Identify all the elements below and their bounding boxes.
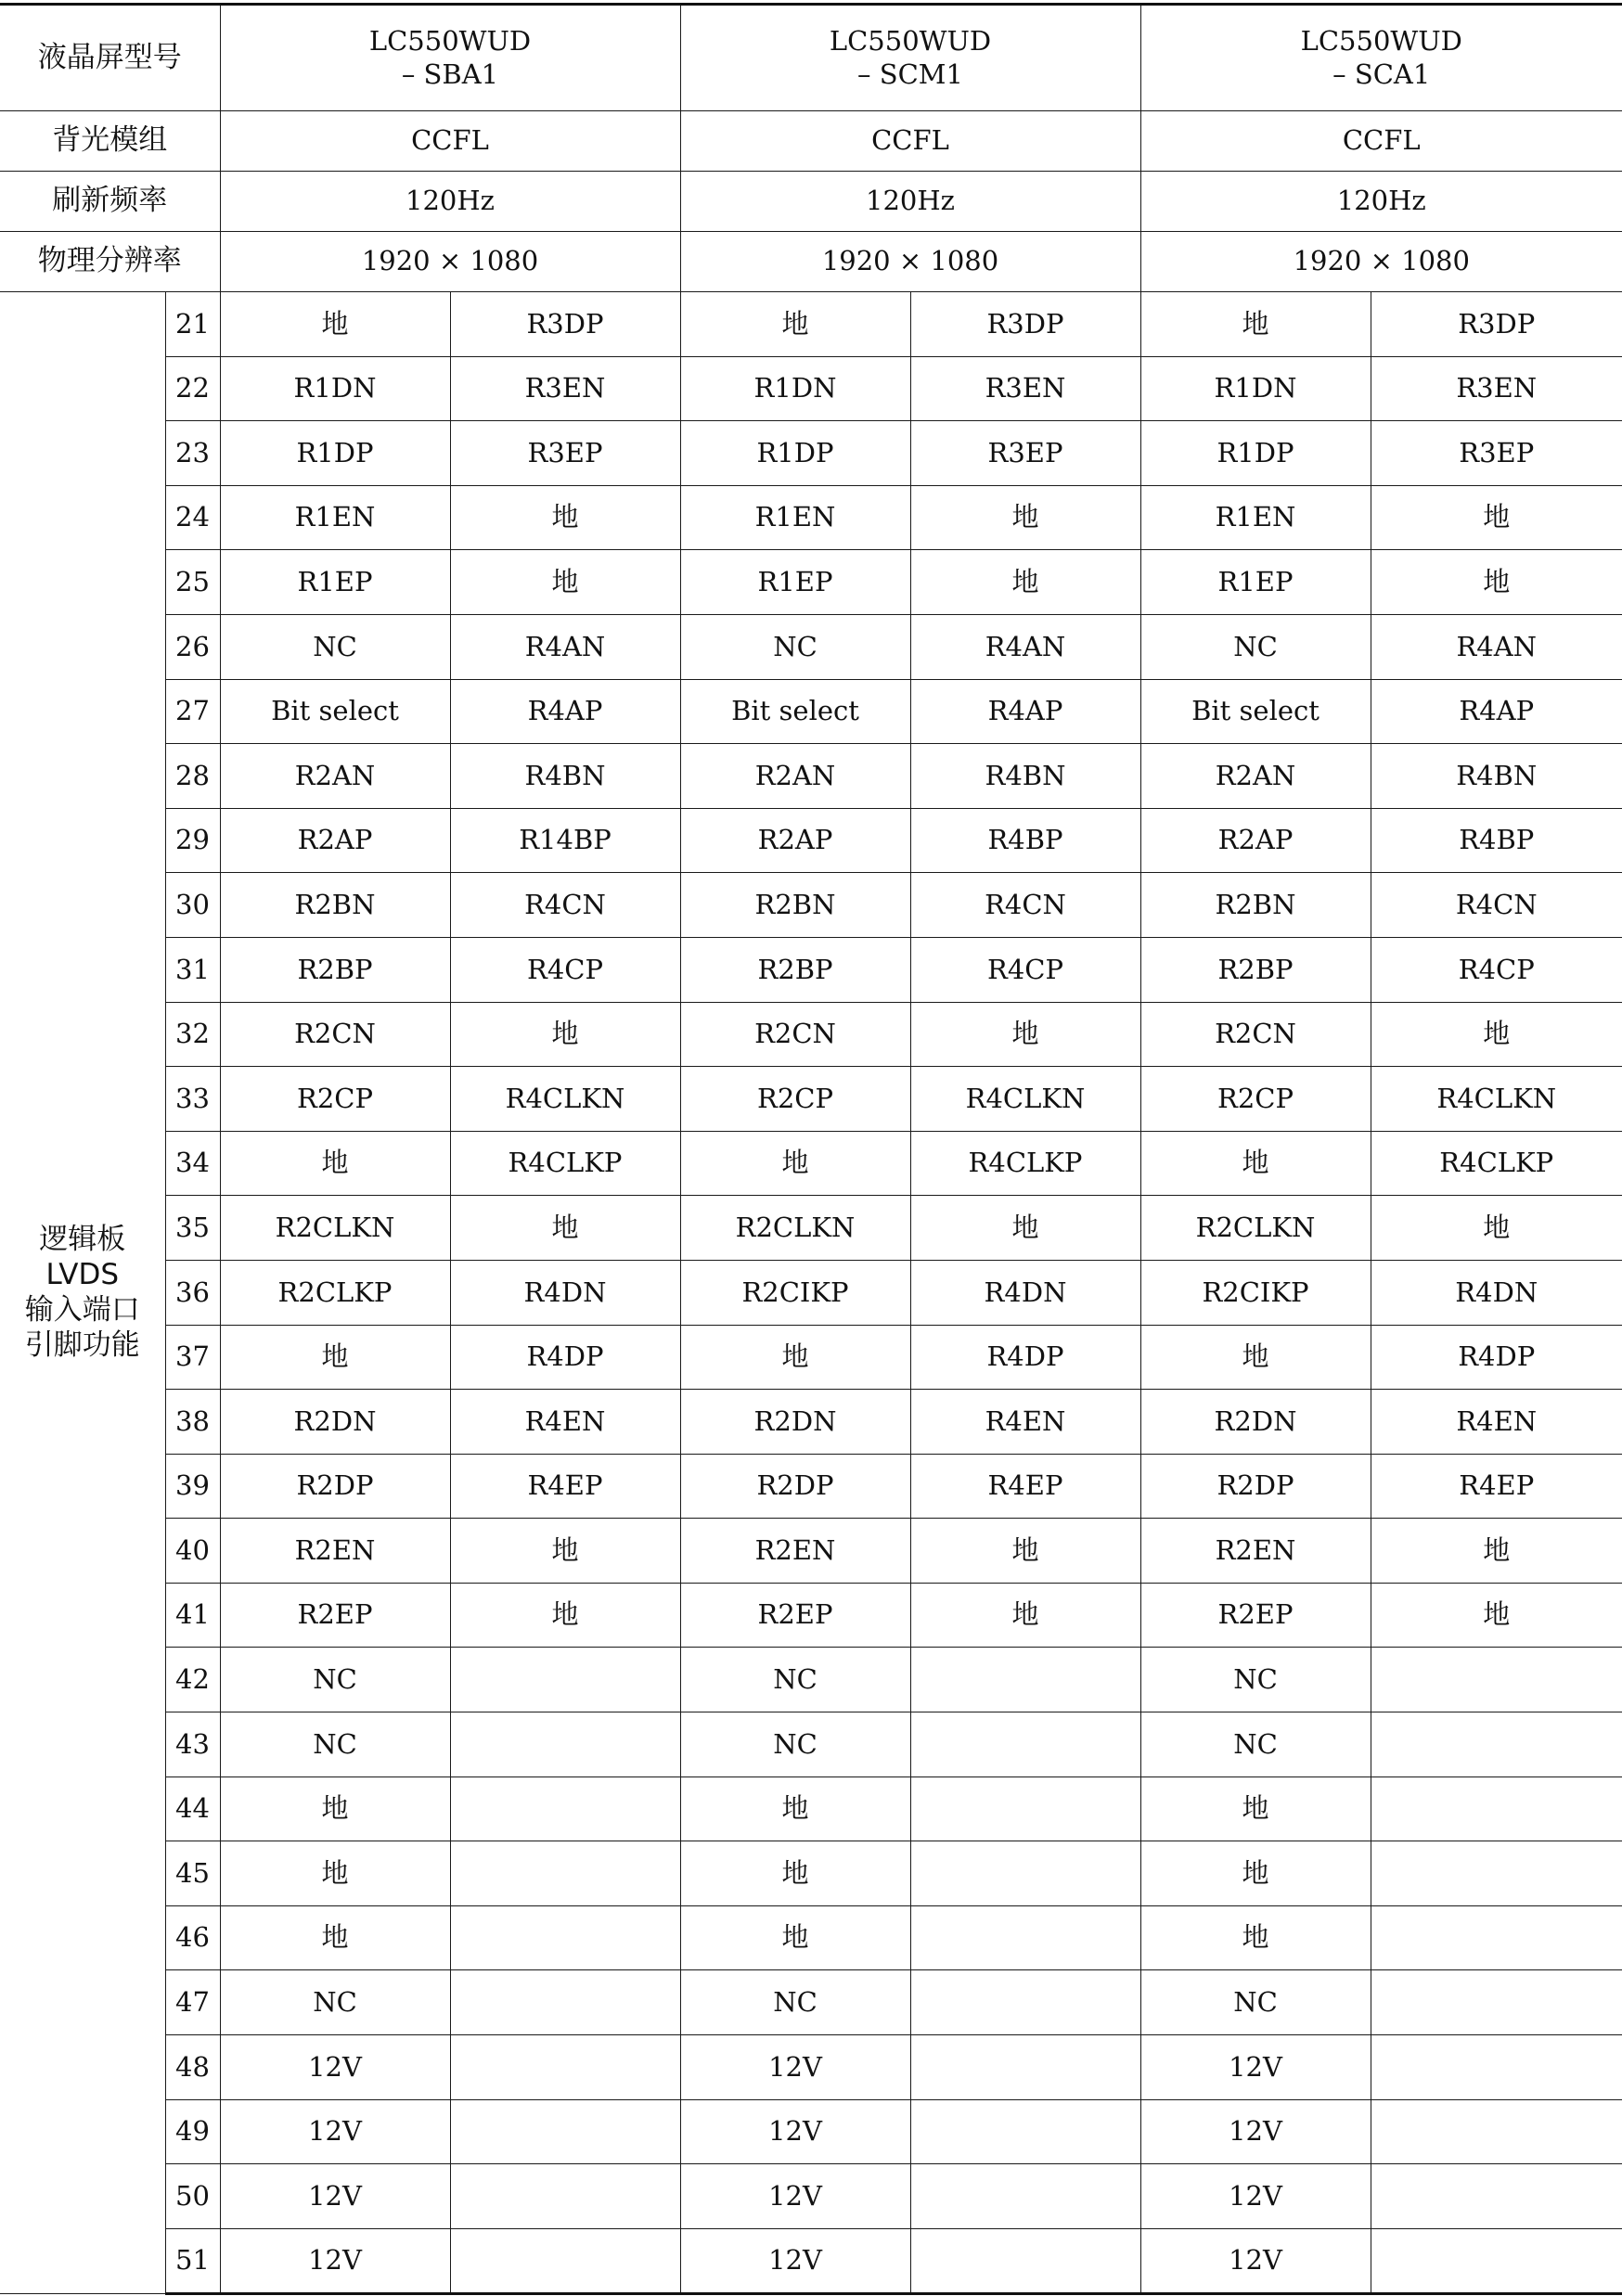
pin-function-cell: R2CLKN [1140, 1196, 1371, 1261]
pin-function-cell: R2BP [1140, 937, 1371, 1002]
model-header-sba1 [220, 5, 680, 111]
pin-number: 27 [165, 679, 220, 744]
pin-function-cell: 12V [220, 2099, 450, 2164]
table-row [0, 485, 1622, 550]
pin-function-cell [910, 2035, 1140, 2100]
pin-function-cell: R2CLKN [680, 1196, 910, 1261]
pin-function-cell: R1DN [680, 356, 910, 421]
table-row [0, 1454, 1622, 1519]
pin-function-cell [1371, 1777, 1622, 1841]
pin-function-cell: R2BP [680, 937, 910, 1002]
pin-function-cell: R4AP [1371, 679, 1622, 744]
pin-function-cell: 12V [1140, 2099, 1371, 2164]
pin-function-cell: 12V [1140, 2035, 1371, 2100]
pin-number: 26 [165, 614, 220, 679]
pin-function-cell [1371, 1970, 1622, 2035]
table-row [0, 1712, 1622, 1777]
pin-number: 49 [165, 2099, 220, 2164]
info-value: 1920 × 1080 [220, 232, 680, 292]
pin-function-cell: NC [1140, 614, 1371, 679]
pin-function-cell: R2AP [1140, 808, 1371, 873]
pin-function-cell: NC [680, 1648, 910, 1712]
pin-function-cell: R4CLKP [1371, 1131, 1622, 1196]
pin-function-cell: R14BP [450, 808, 680, 873]
pin-function-cell: NC [680, 1970, 910, 2035]
pin-function-cell [450, 2228, 680, 2294]
pin-number: 38 [165, 1390, 220, 1455]
info-value: 120Hz [220, 172, 680, 232]
model-label: 液晶屏型号 [0, 5, 220, 111]
pin-function-cell [1371, 1648, 1622, 1712]
table-row [0, 550, 1622, 615]
pin-function-cell: 地 [220, 1131, 450, 1196]
pin-function-cell: 地 [680, 1841, 910, 1906]
table-row [0, 2164, 1622, 2229]
pin-function-cell: R1EN [1140, 485, 1371, 550]
pin-function-cell [910, 1841, 1140, 1906]
pin-function-cell [1371, 1841, 1622, 1906]
table-row [0, 356, 1622, 421]
pin-number: 45 [165, 1841, 220, 1906]
table-row [0, 1260, 1622, 1325]
pin-function-cell: 12V [1140, 2164, 1371, 2229]
pin-function-cell: R2EP [1140, 1583, 1371, 1648]
pin-number: 41 [165, 1583, 220, 1648]
table-row [0, 2099, 1622, 2164]
pin-function-cell: R4EP [1371, 1454, 1622, 1519]
pin-function-cell: R2DP [1140, 1454, 1371, 1519]
pin-function-cell: R4AP [910, 679, 1140, 744]
pin-function-cell: NC [220, 614, 450, 679]
pin-number: 44 [165, 1777, 220, 1841]
pin-function-cell: 地 [450, 1519, 680, 1584]
pin-function-cell: 地 [220, 1841, 450, 1906]
pin-function-cell [450, 2099, 680, 2164]
model-suffix: – SCM1 [857, 58, 963, 90]
pin-function-cell: R2AP [680, 808, 910, 873]
pin-function-cell: 地 [220, 1905, 450, 1970]
pin-number: 37 [165, 1325, 220, 1390]
pin-function-cell: R2CN [680, 1002, 910, 1067]
pin-function-cell [910, 1648, 1140, 1712]
pin-function-cell: 地 [910, 1583, 1140, 1648]
pin-function-cell: R3DP [910, 292, 1140, 357]
pin-number: 30 [165, 873, 220, 938]
pin-function-cell [910, 2228, 1140, 2294]
pin-function-cell: R4DN [450, 1260, 680, 1325]
table-row [0, 1002, 1622, 1067]
model-name: LC550WUD [829, 25, 992, 58]
pin-number: 22 [165, 356, 220, 421]
pin-function-cell: 地 [1140, 1905, 1371, 1970]
table-row [0, 2035, 1622, 2100]
table-row [0, 421, 1622, 486]
info-value: CCFL [1140, 111, 1622, 172]
table-row [0, 2228, 1622, 2294]
pin-function-cell: 地 [450, 485, 680, 550]
pin-function-cell: 地 [1371, 1519, 1622, 1584]
model-name: LC550WUD [1300, 25, 1462, 58]
group-label-line: 引脚功能 [24, 1328, 140, 1362]
pin-function-cell: Bit select [1140, 679, 1371, 744]
table-row [0, 1325, 1622, 1390]
pin-function-cell: 地 [450, 550, 680, 615]
pin-function-cell: R4CP [450, 937, 680, 1002]
table-row [0, 937, 1622, 1002]
pin-function-cell: R2DN [1140, 1390, 1371, 1455]
pin-function-cell: R2CIKP [680, 1260, 910, 1325]
table-row [0, 679, 1622, 744]
pin-function-cell: 地 [450, 1196, 680, 1261]
pin-function-cell: R2BP [220, 937, 450, 1002]
pin-function-cell: 12V [680, 2099, 910, 2164]
pin-function-cell: R4DN [1371, 1260, 1622, 1325]
pin-function-cell: 12V [1140, 2228, 1371, 2294]
table-row [0, 1777, 1622, 1841]
pin-function-cell [1371, 1712, 1622, 1777]
pin-function-cell: R2EN [680, 1519, 910, 1584]
pin-function-cell: R3EP [910, 421, 1140, 486]
pin-function-cell: 地 [1371, 1002, 1622, 1067]
info-value: 120Hz [1140, 172, 1622, 232]
resolution-row [0, 232, 1622, 292]
table-row [0, 1905, 1622, 1970]
pin-function-cell: R3EN [450, 356, 680, 421]
group-label-line: LVDS [45, 1257, 120, 1291]
pin-function-cell: Bit select [680, 679, 910, 744]
pin-function-cell [450, 2035, 680, 2100]
pin-function-cell [910, 1970, 1140, 2035]
pin-function-cell: R4EP [910, 1454, 1140, 1519]
pin-function-cell: R4CLKN [1371, 1067, 1622, 1132]
pin-number: 31 [165, 937, 220, 1002]
group-label-line: 输入端口 [24, 1292, 140, 1327]
pin-function-cell: R3EN [910, 356, 1140, 421]
pin-function-cell: 地 [220, 1777, 450, 1841]
pin-number: 23 [165, 421, 220, 486]
pin-function-cell: R4CN [450, 873, 680, 938]
pin-function-cell: R2CLKN [220, 1196, 450, 1261]
refresh-rate-row [0, 172, 1622, 232]
pin-function-cell: R4EN [910, 1390, 1140, 1455]
pin-function-cell: R1DN [220, 356, 450, 421]
model-row [0, 5, 1622, 111]
pin-number: 36 [165, 1260, 220, 1325]
pin-function-cell: R4CLKN [910, 1067, 1140, 1132]
table-row [0, 873, 1622, 938]
pin-function-cell: R1DN [1140, 356, 1371, 421]
info-value: CCFL [220, 111, 680, 172]
pin-function-cell [910, 1712, 1140, 1777]
backlight-row [0, 111, 1622, 172]
table-row [0, 292, 1622, 357]
lcd-spec-table [0, 3, 1622, 2295]
pin-function-cell: R1EP [220, 550, 450, 615]
pin-function-cell: R1DP [1140, 421, 1371, 486]
pin-function-cell: 地 [680, 1131, 910, 1196]
pin-function-cell: NC [220, 1970, 450, 2035]
pin-function-cell: 地 [680, 292, 910, 357]
pin-function-cell: R4DN [910, 1260, 1140, 1325]
pin-function-cell: R2DN [220, 1390, 450, 1455]
pin-function-cell: R1EP [1140, 550, 1371, 615]
pin-function-cell: R2CP [1140, 1067, 1371, 1132]
pin-function-cell: 12V [220, 2164, 450, 2229]
table-row [0, 744, 1622, 809]
pin-number: 21 [165, 292, 220, 357]
pin-function-cell: 地 [680, 1905, 910, 1970]
pin-function-cell: 12V [680, 2228, 910, 2294]
pin-function-cell: R2EN [1140, 1519, 1371, 1584]
pin-function-cell: R2AN [220, 744, 450, 809]
pin-function-cell: R4DP [450, 1325, 680, 1390]
info-label: 物理分辨率 [0, 232, 220, 292]
pin-function-cell: 地 [1371, 1196, 1622, 1261]
pin-function-cell: R2DP [220, 1454, 450, 1519]
pin-function-cell: NC [1140, 1970, 1371, 2035]
model-suffix: – SCA1 [1332, 58, 1431, 90]
pin-function-cell: 地 [680, 1777, 910, 1841]
pin-function-cell: NC [680, 614, 910, 679]
pin-number: 35 [165, 1196, 220, 1261]
pin-function-cell: R2CN [220, 1002, 450, 1067]
pin-function-cell: R4BP [910, 808, 1140, 873]
pin-function-cell: 地 [910, 1002, 1140, 1067]
pin-function-cell: R4AN [450, 614, 680, 679]
pin-number: 43 [165, 1712, 220, 1777]
table-row [0, 1583, 1622, 1648]
pin-function-cell [910, 1777, 1140, 1841]
info-value: 1920 × 1080 [1140, 232, 1622, 292]
pin-number: 28 [165, 744, 220, 809]
pin-function-cell [450, 1841, 680, 1906]
pin-function-cell [450, 1970, 680, 2035]
group-label-line: 逻辑板 [39, 1223, 126, 1257]
pin-number: 33 [165, 1067, 220, 1132]
model-header-scm1 [680, 5, 1140, 111]
pin-function-cell [1371, 2035, 1622, 2100]
pin-number: 32 [165, 1002, 220, 1067]
info-value: 1920 × 1080 [680, 232, 1140, 292]
pin-function-cell: 12V [680, 2164, 910, 2229]
table-row [0, 1841, 1622, 1906]
pin-function-cell: 地 [910, 1196, 1140, 1261]
pin-function-cell: 地 [1140, 1841, 1371, 1906]
pin-function-cell: R1EP [680, 550, 910, 615]
pin-function-cell: R2DN [680, 1390, 910, 1455]
pin-function-cell: R2AP [220, 808, 450, 873]
pin-function-cell: 地 [1371, 550, 1622, 615]
pin-function-cell [450, 1712, 680, 1777]
info-label: 背光模组 [0, 111, 220, 172]
pin-function-cell: R1EN [220, 485, 450, 550]
info-value: CCFL [680, 111, 1140, 172]
pin-group-label [0, 292, 165, 2294]
pin-number: 40 [165, 1519, 220, 1584]
pin-function-cell: R4AN [1371, 614, 1622, 679]
pin-function-cell: 地 [1140, 1131, 1371, 1196]
pin-function-cell: R4BN [1371, 744, 1622, 809]
pin-function-cell: 地 [1371, 1583, 1622, 1648]
pin-number: 34 [165, 1131, 220, 1196]
pin-function-cell [910, 2164, 1140, 2229]
pin-function-cell: R3DP [450, 292, 680, 357]
pin-function-cell: 地 [450, 1002, 680, 1067]
pin-function-cell: 地 [1140, 1777, 1371, 1841]
pin-function-cell: R3DP [1371, 292, 1622, 357]
pin-number: 39 [165, 1454, 220, 1519]
pin-function-cell: R2CP [680, 1067, 910, 1132]
pin-function-cell: R4DP [910, 1325, 1140, 1390]
info-value: 120Hz [680, 172, 1140, 232]
info-label: 刷新频率 [0, 172, 220, 232]
pin-number: 42 [165, 1648, 220, 1712]
pin-function-cell [1371, 2228, 1622, 2294]
pin-function-cell: R4CLKP [450, 1131, 680, 1196]
pin-function-cell: 12V [220, 2228, 450, 2294]
table-row [0, 1196, 1622, 1261]
pin-function-cell: R4DP [1371, 1325, 1622, 1390]
pin-function-cell: R2CN [1140, 1002, 1371, 1067]
pin-function-cell: R2EP [220, 1583, 450, 1648]
pin-function-cell: R1DP [220, 421, 450, 486]
pin-function-cell: 地 [910, 485, 1140, 550]
pin-function-cell [1371, 2164, 1622, 2229]
pin-number: 50 [165, 2164, 220, 2229]
pin-function-cell: NC [220, 1712, 450, 1777]
table-row [0, 1067, 1622, 1132]
pin-function-cell [1371, 1905, 1622, 1970]
pin-function-cell [450, 2164, 680, 2229]
pin-function-cell [450, 1648, 680, 1712]
pin-number: 48 [165, 2035, 220, 2100]
pin-function-cell: R4EN [450, 1390, 680, 1455]
pin-function-cell: R4AN [910, 614, 1140, 679]
pin-function-cell [1371, 2099, 1622, 2164]
pin-number: 29 [165, 808, 220, 873]
pin-function-cell: R4CN [910, 873, 1140, 938]
pin-function-cell: R1EN [680, 485, 910, 550]
pin-function-cell: 地 [680, 1325, 910, 1390]
pin-function-cell: R2BN [1140, 873, 1371, 938]
pin-function-cell [910, 2099, 1140, 2164]
pin-function-cell: R2AN [1140, 744, 1371, 809]
pin-function-cell: 地 [220, 292, 450, 357]
model-name: LC550WUD [368, 25, 532, 58]
pin-function-cell: R2CP [220, 1067, 450, 1132]
pin-number: 51 [165, 2228, 220, 2294]
table-row [0, 808, 1622, 873]
table-body [0, 5, 1622, 2294]
model-suffix: – SBA1 [401, 58, 499, 90]
pin-function-cell [910, 1905, 1140, 1970]
pin-function-cell: R4CLKN [450, 1067, 680, 1132]
pin-function-cell: 12V [220, 2035, 450, 2100]
pin-function-cell: 地 [1371, 485, 1622, 550]
pin-number: 24 [165, 485, 220, 550]
pin-function-cell: Bit select [220, 679, 450, 744]
pin-function-cell: R2EP [680, 1583, 910, 1648]
pin-function-cell: 地 [910, 550, 1140, 615]
table-row [0, 1648, 1622, 1712]
pin-function-cell: NC [220, 1648, 450, 1712]
pin-function-cell: R2CLKP [220, 1260, 450, 1325]
pin-function-cell: 地 [450, 1583, 680, 1648]
table-row [0, 1970, 1622, 2035]
pin-function-cell: R3EN [1371, 356, 1622, 421]
pin-function-cell: R4CP [1371, 937, 1622, 1002]
pin-function-cell: 地 [220, 1325, 450, 1390]
model-header-sca1 [1140, 5, 1622, 111]
pin-number: 46 [165, 1905, 220, 1970]
pin-function-cell: R4BN [910, 744, 1140, 809]
pin-function-cell: R2AN [680, 744, 910, 809]
pin-function-cell: 地 [1140, 292, 1371, 357]
pin-function-cell: R4CP [910, 937, 1140, 1002]
pin-function-cell: R2BN [680, 873, 910, 938]
pin-function-cell: R3EP [1371, 421, 1622, 486]
pin-function-cell: R4AP [450, 679, 680, 744]
pin-function-cell: 12V [680, 2035, 910, 2100]
pin-number: 47 [165, 1970, 220, 2035]
pin-function-cell: R4CLKP [910, 1131, 1140, 1196]
pin-function-cell: R4CN [1371, 873, 1622, 938]
pin-function-cell: R2DP [680, 1454, 910, 1519]
pin-function-cell: R1DP [680, 421, 910, 486]
pin-function-cell [450, 1905, 680, 1970]
pin-function-cell: R4EP [450, 1454, 680, 1519]
pin-function-cell: R3EP [450, 421, 680, 486]
pin-function-cell: 地 [1140, 1325, 1371, 1390]
pin-number: 25 [165, 550, 220, 615]
table-row [0, 1519, 1622, 1584]
pin-function-cell [450, 1777, 680, 1841]
pin-function-cell: R4EN [1371, 1390, 1622, 1455]
table-row [0, 1131, 1622, 1196]
table-row [0, 1390, 1622, 1455]
pin-function-cell: R4BN [450, 744, 680, 809]
pin-function-cell: R2CIKP [1140, 1260, 1371, 1325]
pin-function-cell: NC [680, 1712, 910, 1777]
pin-function-cell: R4BP [1371, 808, 1622, 873]
table-row [0, 614, 1622, 679]
pin-function-cell: NC [1140, 1648, 1371, 1712]
pin-function-cell: R2BN [220, 873, 450, 938]
pin-function-cell: NC [1140, 1712, 1371, 1777]
pin-function-cell: 地 [910, 1519, 1140, 1584]
pin-function-cell: R2EN [220, 1519, 450, 1584]
